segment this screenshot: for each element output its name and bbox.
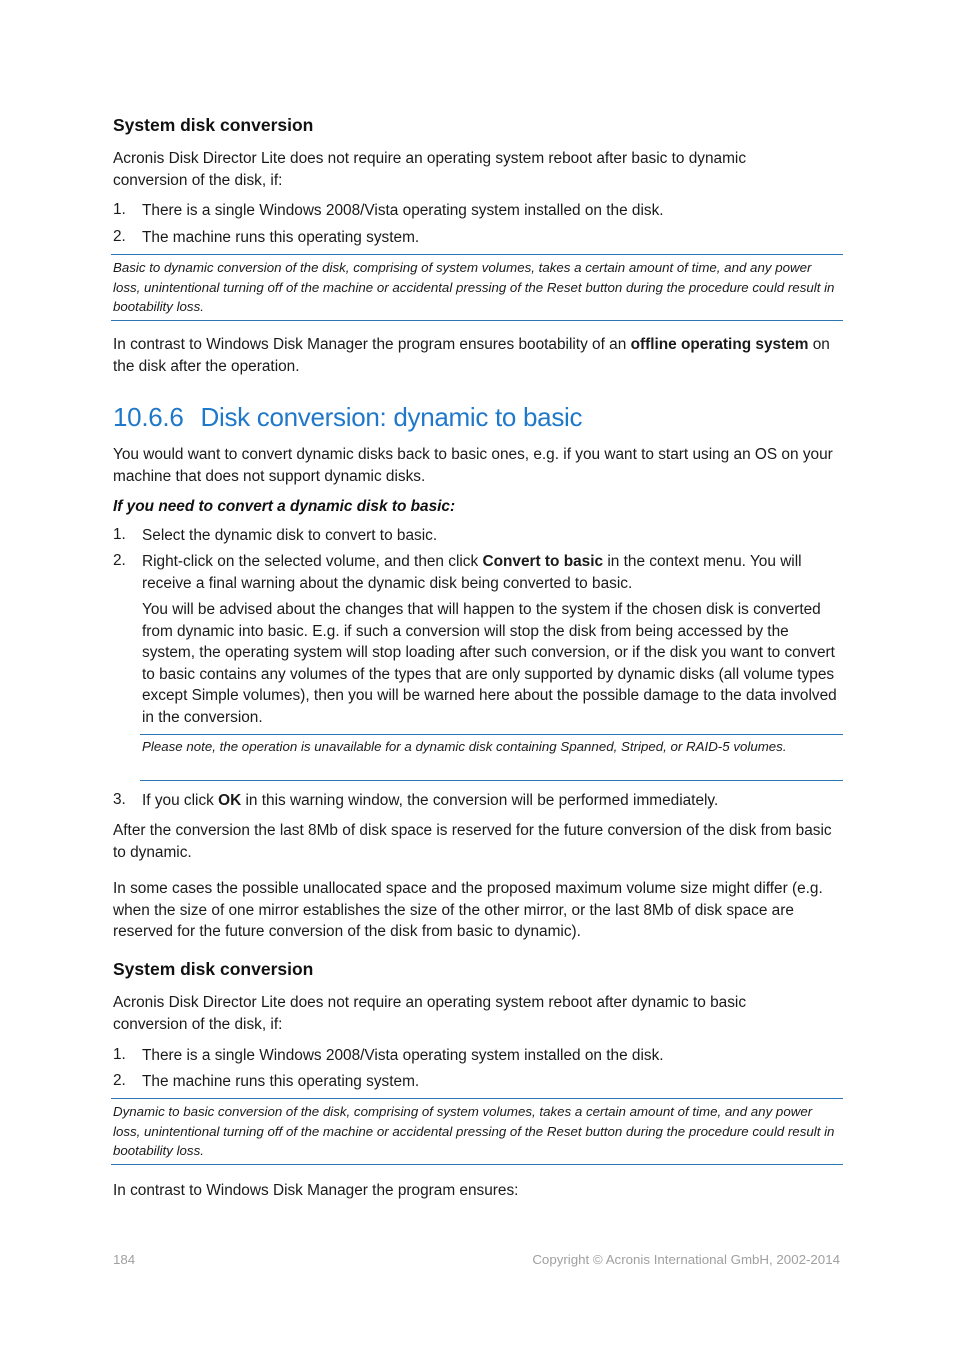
section-number: 10.6.6: [113, 402, 184, 432]
copyright: Copyright © Acronis International GmbH, 2002-2014: [532, 1252, 840, 1267]
list-number: 1.: [113, 1046, 126, 1063]
paragraph: After the conversion the last 8Mb of disk space is reserved for the future conversion of the disk from basic to dynamic.: [113, 822, 832, 861]
paragraph: Acronis Disk Director Lite does not require an operating system reboot after dynamic to basic conversion of the disk, if:: [113, 994, 747, 1033]
paragraph: In some cases the possible unallocated space and the proposed maximum volume size might differ (e.g. when the size of one mirror establishes the size of the other mirror, or the last 8Mb of disk space are reserved for the future conversion of the disk from basic to dynamic).: [113, 880, 823, 941]
list-number: 2.: [113, 1072, 126, 1089]
note-box: [111, 1098, 843, 1165]
step-detail: You will be advised about the changes that will happen to the system if the chosen disk is converted from dynamic into basic. E.g. if such a conversion will stop the disk from being accessed by the system, the operating system will stop loading after such conversion, or if the disk you want to convert to basic contains any volumes of the types that are only supported by dynamic disks (all volume types except Simple volumes), then you will be warned here about the possible damage to the data involved in the conversion.: [142, 601, 837, 726]
list-number: 3.: [113, 791, 126, 808]
list-item: The machine runs this operating system.: [142, 1073, 420, 1090]
list-item: There is a single Windows 2008/Vista operating system installed on the disk.: [142, 1047, 664, 1064]
note-text: Dynamic to basic conversion of the disk, comprising of system volumes, takes a certain amount of time, and any power loss, unintentional turning off of the machine or accidental pressing of the Reset button during the procedure could result in bootability loss.: [113, 1104, 835, 1159]
note-box: [111, 254, 843, 321]
paragraph: In contrast to Windows Disk Manager the program ensures bootability of an offline operating system on the disk after the operation.: [113, 336, 830, 375]
page-number: 184: [113, 1252, 136, 1267]
section-heading: System disk conversion: [113, 959, 314, 979]
paragraph: You would want to convert dynamic disks back to basic ones, e.g. if you want to start using an OS on your machine that does not support dynamic disks.: [113, 446, 833, 485]
list-number: 1.: [113, 526, 126, 543]
note-text: Basic to dynamic conversion of the disk, comprising of system volumes, takes a certain amount of time, and any power loss, unintentional turning off of the machine or accidental pressing of the Reset button during the procedure could result in bootability loss.: [113, 260, 835, 315]
section-title-text: Disk conversion: dynamic to basic: [200, 402, 583, 432]
list-number: 2.: [113, 552, 126, 569]
note-text: Please note, the operation is unavailable for a dynamic disk containing Spanned, Striped, or RAID-5 volumes.: [142, 739, 787, 754]
list-item: Right-click on the selected volume, and then click Convert to basic in the context menu. You will receive a final warning about the dynamic disk being converted to basic.: [142, 553, 802, 592]
section-heading: System disk conversion: [113, 115, 314, 135]
note-box: [140, 734, 843, 781]
paragraph: Acronis Disk Director Lite does not require an operating system reboot after basic to dynamic conversion of the disk, if:: [113, 150, 747, 189]
list-number: 2.: [113, 228, 126, 245]
list-number: 1.: [113, 201, 126, 218]
list-item: There is a single Windows 2008/Vista operating system installed on the disk.: [142, 202, 664, 219]
section-title: [113, 402, 582, 433]
paragraph: In contrast to Windows Disk Manager the program ensures:: [113, 1182, 519, 1199]
list-item: The machine runs this operating system.: [142, 229, 420, 246]
list-item: Select the dynamic disk to convert to basic.: [142, 527, 438, 544]
procedure-heading: If you need to convert a dynamic disk to basic:: [113, 498, 456, 515]
list-item: If you click OK in this warning window, the conversion will be performed immediately.: [142, 792, 719, 809]
